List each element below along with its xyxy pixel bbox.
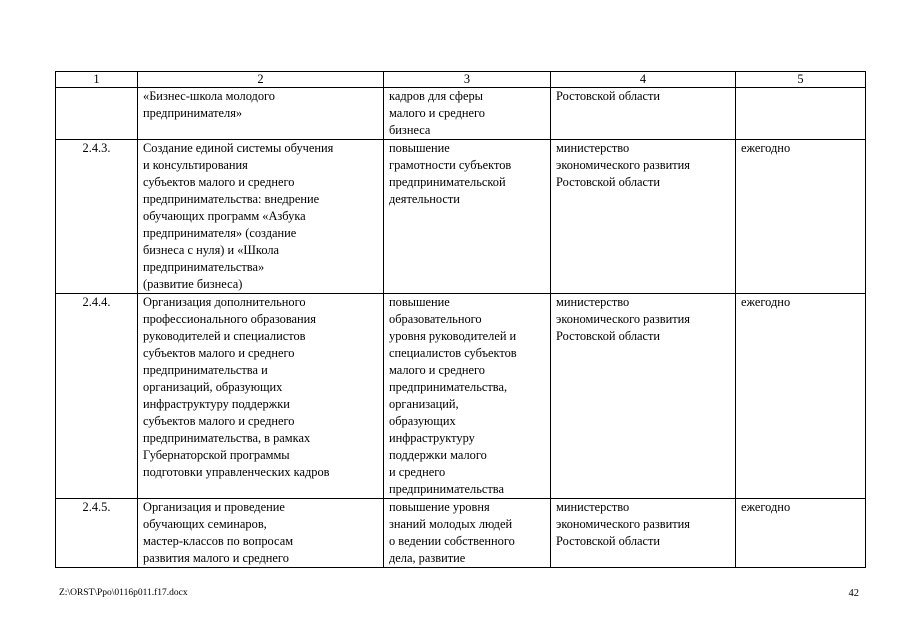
cell-text-line: инфраструктуру поддержки xyxy=(143,397,290,411)
cell-text-line: (развитие бизнеса) xyxy=(143,277,243,291)
cell-text-line: малого и среднего xyxy=(389,363,485,377)
cell-text-line: Ростовской области xyxy=(556,534,661,548)
header-col-4: 4 xyxy=(551,72,736,88)
cell-text-line: образовательного xyxy=(389,312,482,326)
result-cell xyxy=(384,499,551,568)
cell-text-line: организаций, образующих xyxy=(143,380,283,394)
cell-text-line: повышение уровня xyxy=(389,500,490,514)
activity-cell xyxy=(138,88,384,140)
cell-text-line: экономического развития xyxy=(556,158,690,172)
cell-text-line: обучающих программ «Азбука xyxy=(143,209,306,223)
cell-text-line: предпринимателя» xyxy=(143,106,243,120)
cell-text-line: экономического развития xyxy=(556,312,690,326)
cell-text-line: ежегодно xyxy=(741,295,791,309)
responsible-cell xyxy=(551,294,736,499)
table-row xyxy=(56,140,866,294)
page-number: 42 xyxy=(848,588,859,599)
row-number-cell xyxy=(56,88,138,140)
activity-cell xyxy=(138,140,384,294)
header-col-3: 3 xyxy=(384,72,551,88)
cell-text-line: субъектов малого и среднего xyxy=(143,175,295,189)
cell-text-line: Создание единой системы обучения xyxy=(143,141,334,155)
cell-text-line: знаний молодых людей xyxy=(389,517,513,531)
cell-text-line: ежегодно xyxy=(741,141,791,155)
footer-file-path: Z:\ORST\Ppo\0116p011.f17.docx xyxy=(59,588,188,598)
cell-text-line: кадров для сферы xyxy=(389,89,483,103)
cell-text-line: повышение xyxy=(389,295,450,309)
result-cell xyxy=(384,88,551,140)
cell-text-line: предпринимателя» (создание xyxy=(143,226,297,240)
header-col-5: 5 xyxy=(736,72,866,88)
cell-text-line: дела, развитие xyxy=(389,551,466,565)
header-col-1: 1 xyxy=(56,72,138,88)
cell-text-line: Губернаторской программы xyxy=(143,448,290,462)
cell-text-line: и среднего xyxy=(389,465,446,479)
activity-cell xyxy=(138,294,384,499)
cell-text-line: Ростовской области xyxy=(556,89,661,103)
deadline-cell xyxy=(736,499,866,568)
cell-text-line: развития малого и среднего xyxy=(143,551,289,565)
cell-text-line: подготовки управленческих кадров xyxy=(143,465,330,479)
result-cell xyxy=(384,294,551,499)
result-cell xyxy=(384,140,551,294)
cell-text-line: ежегодно xyxy=(741,500,791,514)
cell-text-line: руководителей и специалистов xyxy=(143,329,306,343)
cell-text-line: предпринимательства и xyxy=(143,363,268,377)
cell-text-line: уровня руководителей и xyxy=(389,329,517,343)
cell-text-line: специалистов субъектов xyxy=(389,346,517,360)
header-col-2: 2 xyxy=(138,72,384,88)
cell-text-line: бизнеса с нуля) и «Школа xyxy=(143,243,280,257)
cell-text-line: инфраструктуру xyxy=(389,431,475,445)
cell-text-line: министерство xyxy=(556,295,630,309)
deadline-cell xyxy=(736,88,866,140)
cell-text-line: обучающих семинаров, xyxy=(143,517,267,531)
document-table xyxy=(55,71,866,568)
cell-text-line: министерство xyxy=(556,141,630,155)
cell-text-line: предпринимательства, в рамках xyxy=(143,431,311,445)
cell-text-line: экономического развития xyxy=(556,517,690,531)
cell-text-line: малого и среднего xyxy=(389,106,485,120)
cell-text-line: «Бизнес-школа молодого xyxy=(143,89,276,103)
cell-text-line: Организация дополнительного xyxy=(143,295,306,309)
cell-text-line: бизнеса xyxy=(389,123,431,137)
cell-text-line: предпринимательства xyxy=(389,482,504,496)
activity-cell xyxy=(138,499,384,568)
table-body xyxy=(56,88,866,568)
row-number-cell: 2.4.4. xyxy=(56,294,138,499)
cell-text-line: профессионального образования xyxy=(143,312,317,326)
cell-text-line: субъектов малого и среднего xyxy=(143,414,295,428)
row-number-cell: 2.4.3. xyxy=(56,140,138,294)
responsible-cell xyxy=(551,499,736,568)
cell-text-line: грамотности субъектов xyxy=(389,158,512,172)
cell-text-line: деятельности xyxy=(389,192,460,206)
cell-text-line: Ростовской области xyxy=(556,329,661,343)
row-number-cell: 2.4.5. xyxy=(56,499,138,568)
cell-text-line: повышение xyxy=(389,141,450,155)
cell-text-line: поддержки малого xyxy=(389,448,487,462)
table-row xyxy=(56,294,866,499)
cell-text-line: предпринимательской xyxy=(389,175,506,189)
table-header-row xyxy=(56,72,866,88)
cell-text-line: мастер-классов по вопросам xyxy=(143,534,294,548)
cell-text-line: и консультирования xyxy=(143,158,248,172)
cell-text-line: предпринимательства, xyxy=(389,380,508,394)
cell-text-line: субъектов малого и среднего xyxy=(143,346,295,360)
deadline-cell xyxy=(736,140,866,294)
cell-text-line: предпринимательства» xyxy=(143,260,265,274)
deadline-cell xyxy=(736,294,866,499)
table-row xyxy=(56,88,866,140)
responsible-cell xyxy=(551,140,736,294)
table-row xyxy=(56,499,866,568)
cell-text-line: предпринимательства: внедрение xyxy=(143,192,320,206)
cell-text-line: министерство xyxy=(556,500,630,514)
cell-text-line: Ростовской области xyxy=(556,175,661,189)
responsible-cell xyxy=(551,88,736,140)
cell-text-line: о ведении собственного xyxy=(389,534,515,548)
cell-text-line: организаций, xyxy=(389,397,459,411)
cell-text-line: Организация и проведение xyxy=(143,500,285,514)
cell-text-line: образующих xyxy=(389,414,456,428)
